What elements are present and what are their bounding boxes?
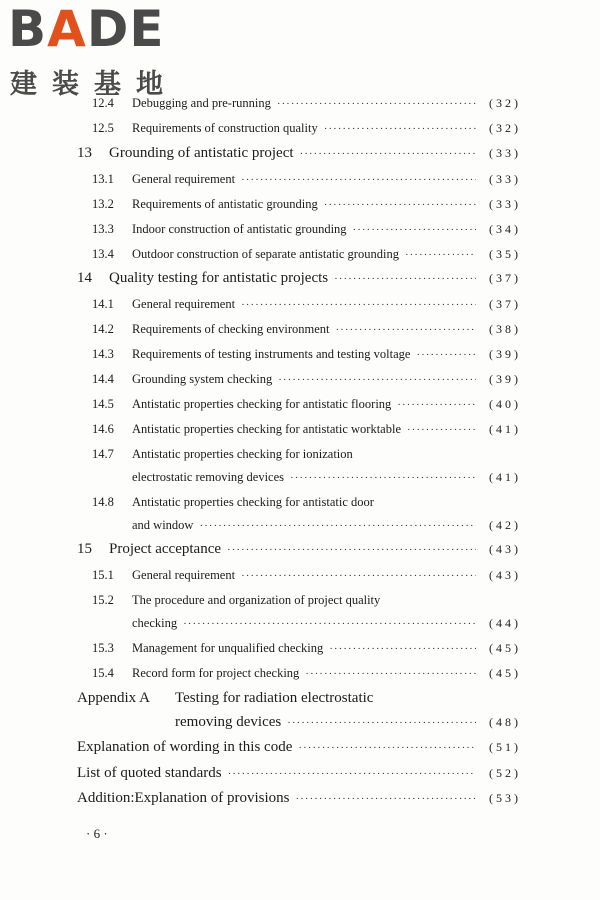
toc-chapter (0, 142, 600, 164)
leader-dots (405, 244, 476, 265)
toc-page: ( 3 7 ) (489, 297, 518, 311)
toc-entry-continuation (0, 466, 600, 488)
leader-dots (416, 344, 476, 365)
toc-entry (0, 318, 600, 340)
toc-number: 15.3 (92, 641, 114, 655)
toc-page: ( 3 3 ) (489, 146, 518, 160)
leader-dots (353, 219, 476, 240)
leader-dots (300, 143, 476, 164)
leader-dots (298, 737, 476, 758)
toc-number: 12.4 (92, 96, 114, 110)
leader-dots (305, 663, 476, 684)
toc-chapter (0, 787, 600, 809)
toc-number: 15.2 (92, 593, 114, 607)
toc-page: ( 4 1 ) (489, 422, 518, 436)
toc-number: 13.4 (92, 247, 114, 261)
toc-title: Addition:Explanation of provisions (77, 790, 290, 806)
leader-dots (295, 788, 476, 809)
toc-number: 14.3 (92, 347, 114, 361)
toc-entry (0, 491, 600, 513)
toc-entry (0, 168, 600, 190)
toc-title: Record form for project checking (132, 666, 300, 680)
toc-chapter (0, 762, 600, 784)
toc-number: 14.7 (92, 447, 114, 461)
toc-entry-continuation (0, 711, 600, 733)
toc-page: ( 3 3 ) (489, 172, 518, 186)
toc-page: ( 4 5 ) (489, 666, 518, 680)
toc-entry (0, 243, 600, 265)
toc-title-continuation: removing devices (175, 714, 282, 730)
leader-dots (287, 712, 476, 733)
toc-title: Debugging and pre-running (132, 96, 271, 110)
toc-entry (0, 589, 600, 611)
toc-title: Requirements of antistatic grounding (132, 197, 318, 211)
toc-entry (0, 218, 600, 240)
toc-page: ( 3 4 ) (489, 222, 518, 236)
toc-number: 13.1 (92, 172, 114, 186)
leader-dots (290, 467, 476, 488)
toc-entry (0, 637, 600, 659)
toc-number: 14.8 (92, 495, 114, 509)
logo-brand-text: BADE (8, 0, 165, 58)
toc-page: ( 3 2 ) (489, 96, 518, 110)
toc-page: ( 4 2 ) (489, 518, 518, 532)
toc-number: 15.1 (92, 568, 114, 582)
toc-number: 14.6 (92, 422, 114, 436)
toc-page: ( 3 9 ) (489, 347, 518, 361)
toc-number: 15.4 (92, 666, 114, 680)
toc-title: Testing for radiation electrostatic (175, 690, 374, 706)
toc-page: ( 4 4 ) (489, 616, 518, 630)
toc-page: ( 4 3 ) (489, 542, 518, 556)
toc-page: ( 3 7 ) (489, 271, 518, 285)
toc-entry (0, 368, 600, 390)
toc-number: 13.2 (92, 197, 114, 211)
leader-dots (199, 515, 476, 536)
toc-title: Requirements of checking environment (132, 322, 330, 336)
toc-title: Quality testing for antistatic projects (109, 270, 329, 286)
toc-title: General requirement (132, 568, 236, 582)
leader-dots (397, 394, 476, 415)
toc-appendix (0, 687, 600, 709)
toc-chapter (0, 267, 600, 289)
toc-title: Requirements of testing instruments and testing voltage (132, 347, 411, 361)
toc-title-continuation: and window (132, 518, 194, 532)
toc-number: Appendix A (77, 690, 150, 706)
leader-dots (241, 294, 476, 315)
toc-entry (0, 343, 600, 365)
toc-title: Indoor construction of antistatic grounding (132, 222, 347, 236)
toc-chapter (0, 538, 600, 560)
toc-page: ( 4 1 ) (489, 470, 518, 484)
toc-entry (0, 92, 600, 114)
leader-dots (407, 419, 476, 440)
toc-title: General requirement (132, 172, 236, 186)
toc-number: 14.2 (92, 322, 114, 336)
toc-page: ( 5 1 ) (489, 740, 518, 754)
toc-entry-continuation (0, 514, 600, 536)
toc-title: Grounding of antistatic project (109, 145, 294, 161)
toc-page: ( 4 5 ) (489, 641, 518, 655)
toc-page: ( 3 8 ) (489, 322, 518, 336)
toc-page: ( 5 3 ) (489, 791, 518, 805)
toc-title: Management for unqualified checking (132, 641, 324, 655)
toc-number: 14 (77, 270, 92, 286)
toc-title: Project acceptance (109, 541, 222, 557)
toc-title: Antistatic properties checking for antistatic worktable (132, 422, 402, 436)
toc-entry (0, 564, 600, 586)
toc-number: 12.5 (92, 121, 114, 135)
toc-entry (0, 117, 600, 139)
leader-dots (278, 369, 476, 390)
toc-entry (0, 393, 600, 415)
leader-dots (227, 539, 476, 560)
toc-entry (0, 443, 600, 465)
toc-title: The procedure and organization of project quality (132, 593, 381, 607)
toc-entry (0, 662, 600, 684)
toc-number: 13.3 (92, 222, 114, 236)
leader-dots (336, 319, 476, 340)
toc-title: Requirements of construction quality (132, 121, 318, 135)
toc-page: ( 4 8 ) (489, 715, 518, 729)
toc-chapter (0, 736, 600, 758)
leader-dots (183, 613, 476, 634)
leader-dots (329, 638, 476, 659)
toc-title: General requirement (132, 297, 236, 311)
leader-dots (241, 565, 476, 586)
toc-title: Antistatic properties checking for ionization (132, 447, 353, 461)
toc-title-continuation: checking (132, 616, 178, 630)
leader-dots (324, 118, 476, 139)
toc-title: Explanation of wording in this code (77, 739, 293, 755)
toc-page: ( 3 5 ) (489, 247, 518, 261)
toc-page: ( 3 3 ) (489, 197, 518, 211)
leader-dots (228, 763, 476, 784)
toc-number: 14.4 (92, 372, 114, 386)
toc-number: 14.1 (92, 297, 114, 311)
toc-entry-continuation (0, 612, 600, 634)
leader-dots (277, 93, 476, 114)
toc-title: Outdoor construction of separate antistatic grounding (132, 247, 399, 261)
page-number: · 6 · (86, 826, 108, 841)
toc-page: ( 5 2 ) (489, 766, 518, 780)
toc-title: List of quoted standards (77, 765, 222, 781)
toc-number: 14.5 (92, 397, 114, 411)
toc-entry (0, 293, 600, 315)
toc-page: ( 4 3 ) (489, 568, 518, 582)
toc-title: Grounding system checking (132, 372, 273, 386)
toc-title: Antistatic properties checking for antistatic door (132, 495, 374, 509)
toc-page: ( 3 2 ) (489, 121, 518, 135)
toc-number: 13 (77, 145, 92, 161)
toc-title: Antistatic properties checking for antistatic flooring (132, 397, 392, 411)
toc-entry (0, 193, 600, 215)
toc-page: ( 3 9 ) (489, 372, 518, 386)
leader-dots (241, 169, 476, 190)
logo-subtitle: 建装基地 (10, 69, 178, 100)
leader-dots (324, 194, 476, 215)
toc-entry (0, 418, 600, 440)
toc-page: ( 4 0 ) (489, 397, 518, 411)
toc-number: 15 (77, 541, 92, 557)
toc-title-continuation: electrostatic removing devices (132, 470, 285, 484)
leader-dots (334, 268, 476, 289)
